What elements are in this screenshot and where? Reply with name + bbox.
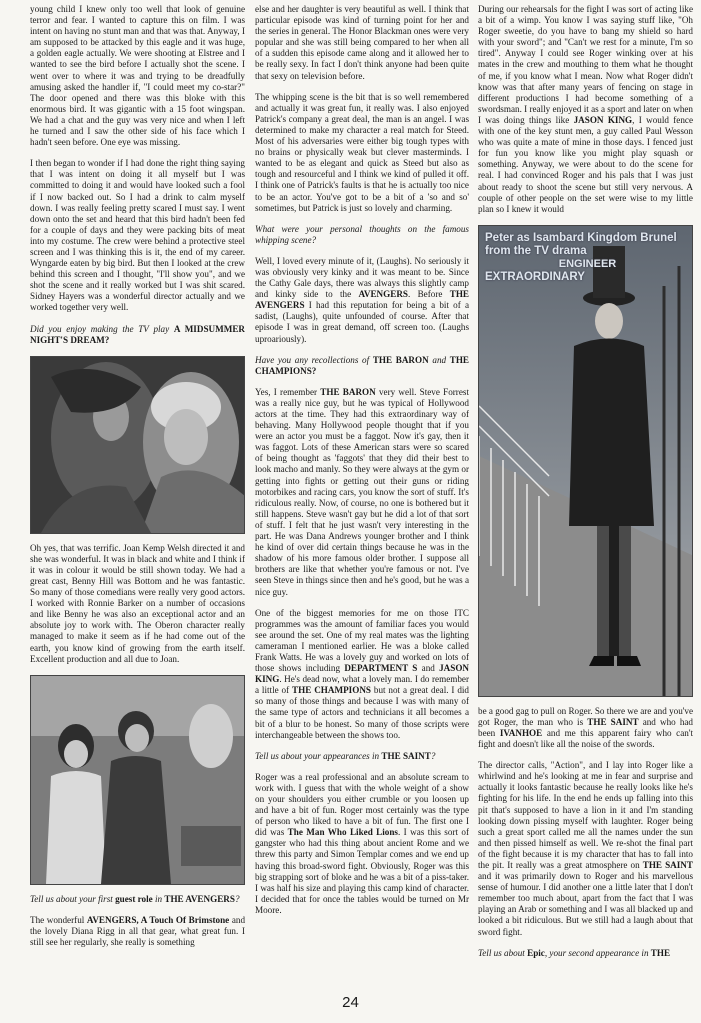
paragraph: Yes, I remember THE BARON very well. Steve Forrest was a really nice guy, but he was typical of Hollywood actors at the time. They had this extraordinary way of behaving. Many Hollywood people thought that if you were an actor you must be a faggot. Now it's gay, then it was faggot. Lots of these American stars were so scared of being thought as 'faggots' that they did their best to look macho and manly. So they were always at the gym or getting into fights or getting out their guns or riding motorbikes and racing cars, you know the sort of stuff. It's ridiculous really. Now, of course, no one is bothered but it still happens. Steve wasn't gay but he did a lot of that sort of stuff. I felt that he just wasn't very interesting in the part. He was Dana Andrews younger brother and I think he kind of over did certain things because he was in the shadow of his more famous older brother. I suppose all brothers are like that whether you're famous or not. I've seen Steve in things since then and he's good, but he was a nice guy. bbox=[255, 386, 469, 597]
page-number: 24 bbox=[342, 994, 359, 1011]
interview-question: Have you any recollections of THE BARON and THE CHAMPIONS? bbox=[255, 354, 469, 376]
paragraph: Roger was a real professional and an absolute scream to work with. I guess that with the whole weight of a show on your shoulders you either crumble or you loosen up and have a bit of fun. Roger most certainly was the type of person who liked to have a bit of fun. The first one I did was The Man Who Liked Lions. I was this sort of gangster who had this thing about ancient Rome and we threw this party and Simon Templar comes and we end up having this broad-sword fight. Obviously, Roger was this big strapping sort of bloke and he was a bit of a piss-taker. I was half his size and playing this camp kind of character. I decided that for once the tables would be turned on Mr Moore. bbox=[255, 771, 469, 915]
paragraph: The whipping scene is the bit that is so well remembered and actually it was great fun, it really was. I also enjoyed Patrick's company a great deal, the man is an angel. I was determined to make my character a real match for Steed. Most of his adversaries were either big tough types with no brains or physically weak but clever masterminds. I wanted to be as elegant and quick as Steed but also as tough and resourceful and I think we kind of pulled it off. I think one of Patrick's faults is that he is actually too nice to be an actor. You've got to be a bit of a 'so and so' sometimes, but Patrick is just so lovely and charming. bbox=[255, 91, 469, 213]
paragraph: The director calls, "Action", and I lay into Roger like a whirlwind and he's looking at me in fear and surprise and actually it looks fantastic because he really looks like he's fighting for his life. In the end he ends up falling into this pit that's supposed to have a lion in it and I'm standing looking down pissing myself with laughter. Roger being such a great sport called me all the names under the sun and then pissed himself as well. We re-shot the final part of the fight because it is my character that has to fall into the pit. It really was a great atmosphere on THE SAINT and it was primarily down to Roger and his marvellous sense of humour. I did another one a little later that I don't remember too much about, apart from the fact that I was playing an Arab or something and I was all blacked up and looked a bit ridiculous. But we still had a laugh about that sword fight. bbox=[478, 760, 693, 937]
interview-question: What were your personal thoughts on the famous whipping scene? bbox=[255, 223, 469, 245]
interview-question: Did you enjoy making the TV play A MIDSUMMER NIGHT'S DREAM? bbox=[30, 323, 245, 345]
photo-avengers-still bbox=[30, 675, 245, 885]
interview-question: Tell us about your appearances in THE SAINT? bbox=[255, 750, 436, 761]
photo-brunel bbox=[478, 225, 693, 697]
paragraph: Oh yes, that was terrific. Joan Kemp Welsh directed it and she was wonderful. It was in black and white and I think if it was in colour it would be still shown today. We had a great cast, Benny Hill was Bottom and he was fantastic. So many of those comedians were really very good actors. I worked with Ronnie Barker on a number of occasions and like Benny he was also an exceptional actor and an absolute joy to work with. The Oberon character really managed to make it seem as if he had come out of the earth, you know kind of growing from the earth itself. Excellent production and all due to Joan. bbox=[30, 542, 245, 664]
paragraph: be a good gag to pull on Roger. So there we are and you've got Roger, the man who is THE SAINT and who had been IVANHOE and me this apparent fairy who can't fight and doesn't like all the noise of the swords. bbox=[478, 705, 693, 750]
paragraph: else and her daughter is very beautiful as well. I think that particular episode was kind of turning point for her and the series in general. The Honor Blackman ones were very popular and she was still being compared to her when all of a sudden this episode came along and it allowed her to be really sexy. In fact I don't think anyone had been quite that sexy on television before. bbox=[255, 4, 469, 81]
paragraph: One of the biggest memories for me on those ITC programmes was the amount of familiar faces you would see around the set. One of my real mates was the lighting cameraman I mentioned earlier. He was a bloke called Frank Watts. He was a lovely guy and worked on lots of those shows including DEPARTMENT S and JASON KING. He's dead now, what a lovely man. I do remember a little of THE CHAMPIONS but not a great deal. I did so many of those things and because I was with many of the same type of actors and technicians it all becomes a bit of a blur to be honest. So many of those scripts were interchangeable between the shows too. bbox=[255, 607, 469, 740]
paragraph: I then began to wonder if I had done the right thing saying that I was intent on doing it all myself but I was committed to doing it and would have looked such a fool if I now backed out. So I had a drink to calm myself down. I was really feeling pretty scared I must say. I went down onto the set and heard that this bird hadn't been fed for a couple of days and they were packing bits of meat into my costume. The crew were behind a protective steel screen and I was thinking this is it, the end of my career. Wyngarde eaten by big bird. But then I looked at the crew behind this screen and I thought, "I'll show you", and we shot the scene and it really worked but I was shit scared. Sidney Hayers was a wonderful director actually and we worked together very well. bbox=[30, 158, 245, 313]
column-right bbox=[478, 4, 693, 1004]
interview-question: Tell us about your first guest role in THE AVENGERS? bbox=[30, 893, 240, 904]
photo-midsummer-nights-dream bbox=[30, 356, 245, 534]
paragraph: During our rehearsals for the fight I was sort of acting like a bit of a wimp. You know I was saying stuff like, "Oh Roger sweetie, do you have to bang my shield so hard with your sword"; and "Can't we rest for a minute, I'm so tired". Anyway I could see Roger winking over at his mates in the crew and mouthing to them what he thought of me, if you know what I mean. Now what Roger didn't know was that after many years of fencing on stage in different productions I had become something of a swordsman. I really enjoyed it as a sport and later on when I was doing things like JASON KING, I would fence with one of the key stunt men, a guy called Paul Wesson who was quite a mate of mine in those days. I fenced just for fun you know like you might play squash or something. Anyway, we were about to do the scene for real. I had convinced Roger and his pals that I was just about ready to shoot the scene but still very nervous. A couple of other people on the set were wise to my little plan so I knew it would bbox=[478, 4, 693, 214]
paragraph: The wonderful AVENGERS, A Touch Of Brimstone and the lovely Diana Rigg in all that gear, what great fun. I still see her regularly, she really is something bbox=[30, 914, 245, 948]
column-left bbox=[30, 4, 245, 1004]
photo-caption: Peter as Isambard Kingdom Brunel from the TV drama ENGINEER EXTRAORDINARY bbox=[485, 231, 677, 283]
paragraph: young child I knew only too well that look of genuine terror and fear. I wanted to capture this on film. I was intent on having no stunt man and that was that. Anyway, I am supposed to be attacked by this eagle and it was huge, a golden eagle actually. We were shooting at Elstree and I wanted to see the bird before I actually shot the scene. I went over to where it was and trying to be dreadfully amusing asked the handler if, "I could meet my co-star?" The door opened and there was this bloke with this enormous bird. It was gigantic with a 15 foot wingspan. We had a chat and the guy was very nice and when I left he turned and I saw the other side of his face which I hadn't seen before. One eye was missing. bbox=[30, 4, 245, 148]
paragraph: Well, I loved every minute of it, (Laughs). No seriously it was obviously very kinky and it was meant to be. Since the Cathy Gale days, there was always this slightly camp and kinky side to the AVENGERS. Before THE AVENGERS I had this reputation for being a bit of a sadist, (Laughs), quite unfounded of course. After that episode I was in great demand, off screen too. (Laughs uproariously). bbox=[255, 255, 469, 344]
interview-question: Tell us about Epic, your second appearance in THE bbox=[478, 947, 671, 958]
column-middle bbox=[255, 4, 469, 1004]
